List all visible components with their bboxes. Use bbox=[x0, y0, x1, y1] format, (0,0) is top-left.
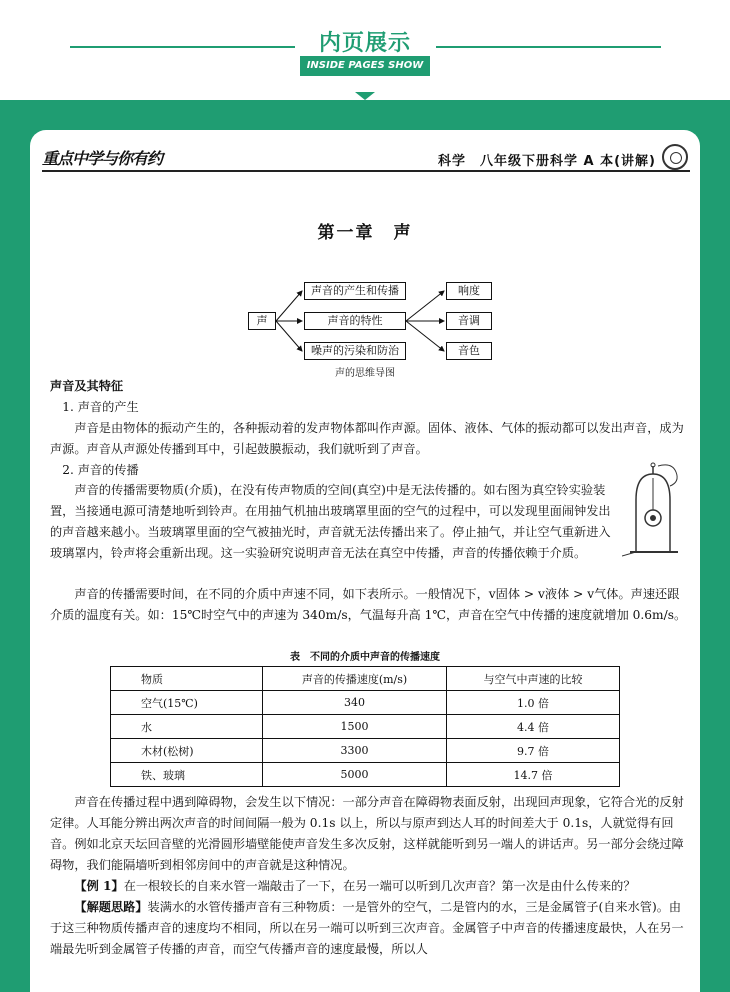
vacuum-bell-illustration bbox=[622, 460, 684, 560]
table-cell: 14.7 倍 bbox=[447, 763, 620, 787]
paragraph: 声音是由物体的振动产生的，各种振动着的发声物体都叫作声源。固体、液体、气体的振动都可以发出声音，成为声源。声音从声源处传播到耳中，引起鼓膜振动，我们就听到了声音。 bbox=[50, 421, 684, 456]
header-book-title: 科学 八年级下册科学 A 本(讲解) bbox=[438, 154, 656, 169]
speed-table bbox=[110, 666, 620, 787]
mindmap-branch: 噪声的污染和防治 bbox=[304, 342, 406, 360]
table-caption: 表 不同的介质中声音的传播速度 bbox=[290, 652, 440, 663]
banner-rule-left bbox=[70, 46, 295, 48]
table-cell: 340 bbox=[263, 691, 447, 715]
subheading-1: 1. 声音的产生 bbox=[62, 400, 139, 414]
mindmap-leaf: 音色 bbox=[446, 342, 492, 360]
table-header-cell: 与空气中声速的比较 bbox=[447, 667, 620, 691]
book-page bbox=[30, 130, 700, 992]
banner-notch bbox=[355, 92, 375, 100]
solution-text: 装满水的水管传播声音有三种物质：一是管外的空气，二是管内的水，三是金属管子(自来水管)。由于这三种物质传播声音的速度均不相同，所以在另一端可以听到三次声音。金属管子中声音的传播速度最快，人在另一端最先听到金属管子传播的声音，而空气传播声音的速度最慢，所以人 bbox=[50, 900, 684, 956]
example-text: 在一根较长的自来水管一端敲击了一下，在另一端可以听到几次声音？第一次是由什么传来的？ bbox=[123, 879, 636, 893]
table-cell: 铁、玻璃 bbox=[111, 763, 263, 787]
mindmap-leaf: 响度 bbox=[446, 282, 492, 300]
table-row bbox=[111, 691, 620, 715]
table-cell: 1.0 倍 bbox=[447, 691, 620, 715]
school-seal-icon bbox=[662, 144, 688, 170]
mindmap-root: 声 bbox=[248, 312, 276, 330]
chapter-title: 第一章 声 bbox=[317, 223, 413, 243]
top-banner bbox=[0, 0, 730, 100]
table-cell: 1500 bbox=[263, 715, 447, 739]
section-title: 声音及其特征 bbox=[50, 379, 124, 393]
body-section-3 bbox=[50, 584, 690, 626]
example-label: 【例 1】 bbox=[74, 879, 124, 893]
mind-map bbox=[244, 278, 524, 368]
table-row bbox=[111, 739, 620, 763]
paragraph: 声音的传播需要物质(介质)，在没有传声物质的空间(真空)中是无法传播的。如右图为真空铃实验装置，当接通电源可清楚地听到铃声。在用抽气机抽出玻璃罩里面的空气的过程中，可以发现里面闹钟发出的声音越来越小。当玻璃罩里面的空气被抽光时，声音就无法传播出来了。停止抽气，并让空气重新进入玻璃罩内，铃声将会重新出现。这一实验研究说明声音无法在真空中传播，声音的传播依赖于介质。 bbox=[50, 483, 611, 560]
body-section-4 bbox=[50, 792, 690, 960]
mindmap-caption: 声的思维导图 bbox=[335, 368, 395, 379]
table-header-cell: 物质 bbox=[111, 667, 263, 691]
banner-rule-right bbox=[436, 46, 661, 48]
banner-title-box bbox=[300, 26, 430, 78]
table-cell: 木材(松树) bbox=[111, 739, 263, 763]
page-header bbox=[42, 144, 690, 172]
table-cell: 空气(15℃) bbox=[111, 691, 263, 715]
banner-subtitle: INSIDE PAGES SHOW bbox=[300, 56, 430, 76]
solution-paragraph bbox=[50, 897, 690, 960]
body-section-2 bbox=[50, 480, 622, 564]
table-row bbox=[111, 763, 620, 787]
table-row bbox=[111, 715, 620, 739]
solution-label: 【解题思路】 bbox=[74, 900, 148, 914]
table-header-cell: 声音的传播速度(m/s) bbox=[263, 667, 447, 691]
header-brand: 重点中学与你有约 bbox=[42, 149, 163, 168]
paragraph: 声音在传播过程中遇到障碍物，会发生以下情况：一部分声音在障碍物表面反射，出现回声现象，它符合光的反射定律。人耳能分辨出两次声音的时间间隔一般为 0.1s 以上，所以与原声到达人耳的时间差大于 0.1s，人就觉得有回音。例如北京天坛回音壁的光滑圆形墙壁能使声音发生多次反射，这样就能听到另一端人的讲话声。另一部分会绕过障碍物，我们能隔墙听到相邻房间中的声音就是这种情况。 bbox=[50, 795, 684, 872]
table-header-row bbox=[111, 667, 620, 691]
banner-title: 内页展示 bbox=[318, 31, 411, 56]
table-cell: 水 bbox=[111, 715, 263, 739]
table-cell: 5000 bbox=[263, 763, 447, 787]
body-section-1 bbox=[50, 376, 690, 481]
example-paragraph bbox=[50, 876, 690, 897]
mindmap-branch: 声音的特性 bbox=[304, 312, 406, 330]
table-cell: 4.4 倍 bbox=[447, 715, 620, 739]
table-cell: 9.7 倍 bbox=[447, 739, 620, 763]
mindmap-branch: 声音的产生和传播 bbox=[304, 282, 406, 300]
mindmap-leaf: 音调 bbox=[446, 312, 492, 330]
paragraph: 声音的传播需要时间，在不同的介质中声速不同，如下表所示。一般情况下，v固体 > v液体 > v气体。声速还跟介质的温度有关。如：15℃时空气中的声速为 340m/s，气温每升高 1℃，声音在空气中传播的速度就增加 0.6m/s。 bbox=[50, 587, 687, 622]
table-cell: 3300 bbox=[263, 739, 447, 763]
subheading-2: 2. 声音的传播 bbox=[62, 463, 139, 477]
